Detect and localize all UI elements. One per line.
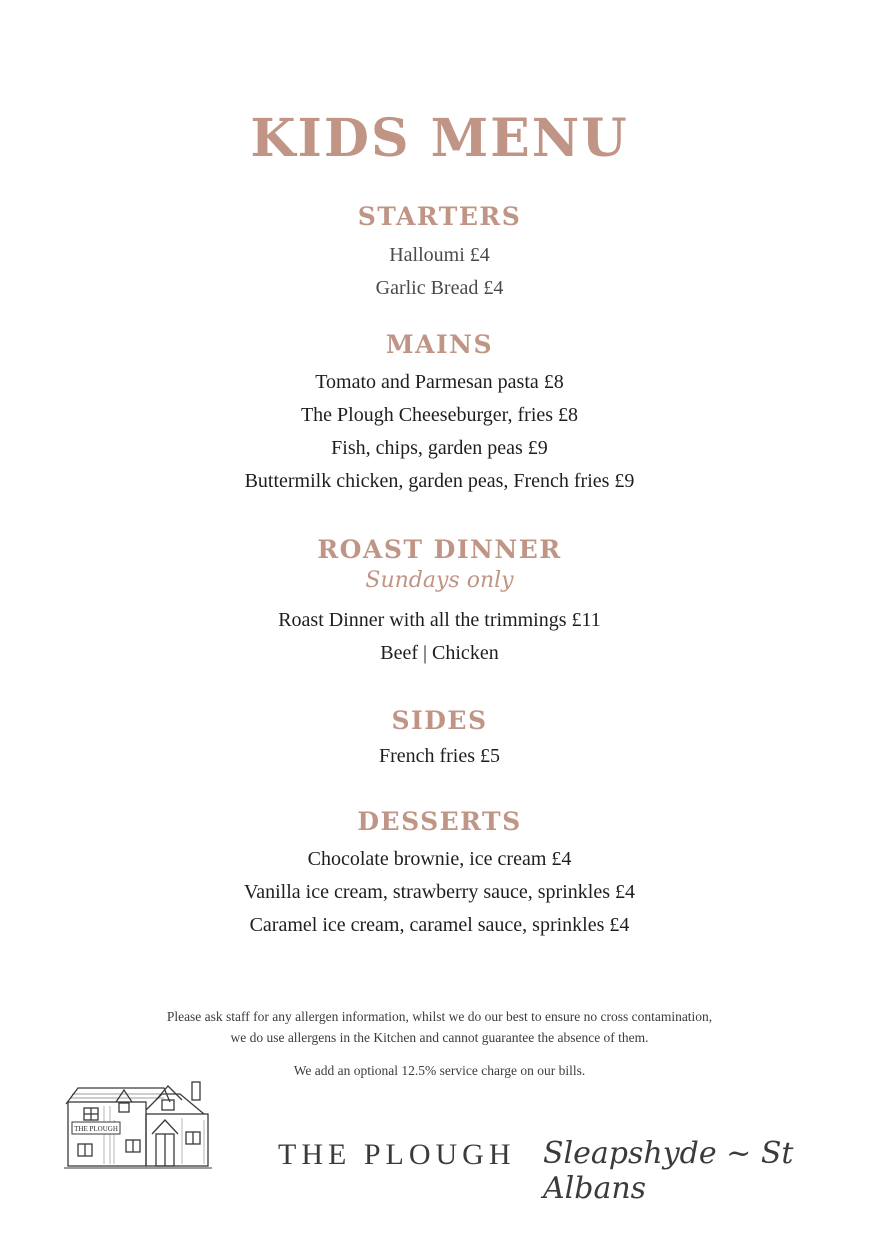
main-item: Fish, chips, garden peas £9 [331, 437, 548, 459]
starters-heading: STARTERS [357, 202, 522, 231]
sides-heading: SIDES [391, 706, 488, 735]
starter-item: Garlic Bread £4 [375, 277, 504, 299]
page-title: KIDS MENU [250, 108, 629, 169]
roast-item: Beef | Chicken [380, 642, 499, 664]
brand-name: THE PLOUGH [278, 1138, 516, 1171]
roast-item: Roast Dinner with all the trimmings £11 [278, 609, 601, 631]
service-charge-note: We add an optional 12.5% service charge on our bills. [293, 1063, 586, 1078]
roast-subheading: Sundays only [365, 568, 514, 593]
roast-heading: ROAST DINNER [317, 535, 562, 564]
main-item: Buttermilk chicken, garden peas, French fries £9 [244, 470, 635, 492]
dessert-item: Chocolate brownie, ice cream £4 [307, 848, 572, 870]
dessert-item: Caramel ice cream, caramel sauce, sprinkles £4 [249, 914, 630, 936]
pub-building-illustration [64, 1080, 212, 1172]
desserts-heading: DESSERTS [357, 807, 522, 836]
allergen-note-line-2: we do use allergens in the Kitchen and cannot guarantee the absence of them. [230, 1030, 649, 1045]
pub-sign-text: THE PLOUGH [74, 1125, 118, 1133]
brand-location: Sleapshyde ~ St Albans [543, 1136, 794, 1206]
main-item: Tomato and Parmesan pasta £8 [315, 371, 564, 393]
allergen-note-line-1: Please ask staff for any allergen information, whilst we do our best to ensure no cross contamination, [166, 1009, 713, 1024]
main-item: The Plough Cheeseburger, fries £8 [300, 404, 579, 426]
side-item: French fries £5 [378, 745, 501, 767]
dessert-item: Vanilla ice cream, strawberry sauce, sprinkles £4 [244, 881, 635, 903]
mains-heading: MAINS [385, 330, 494, 359]
starter-item: Halloumi £4 [389, 244, 490, 266]
